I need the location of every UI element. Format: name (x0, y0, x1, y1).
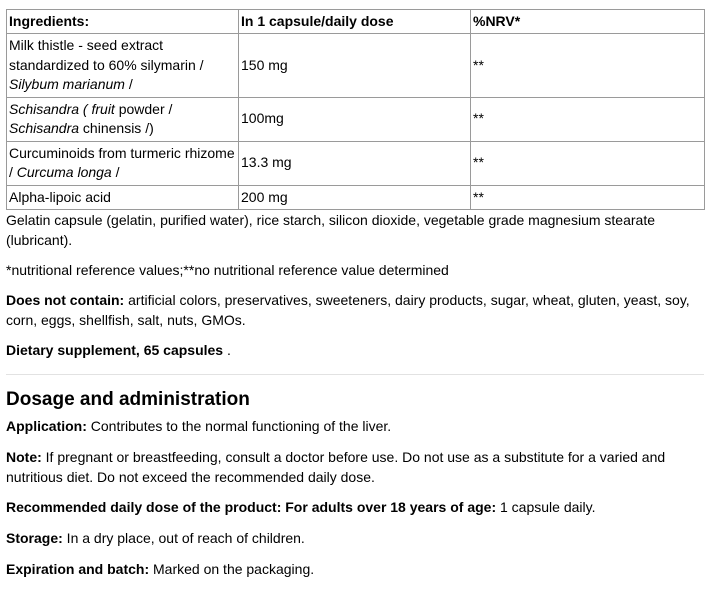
does-not-contain-label: Does not contain: (6, 292, 125, 308)
header-dose: In 1 capsule/daily dose (239, 10, 471, 34)
nrv-cell: ** (471, 34, 705, 98)
dose-cell: 150 mg (239, 34, 471, 98)
ingredient-cell: Curcuminoids from turmeric rhizome / Curcuma longa / (7, 141, 239, 185)
header-ingredients: Ingredients: (7, 10, 239, 34)
dose-cell: 13.3 mg (239, 141, 471, 185)
expiration-line: Expiration and batch: Marked on the packaging. (6, 561, 315, 577)
capsule-composition: Gelatin capsule (gelatin, purified water), rice starch, silicon dioxide, vegetable grade magnesium stearate (lubricant). (6, 212, 656, 248)
header-nrv: %NRV* (471, 10, 705, 34)
dose-cell: 200 mg (239, 185, 471, 210)
nrv-cell: ** (471, 97, 705, 141)
storage-line: Storage: In a dry place, out of reach of children. (6, 530, 305, 546)
does-not-contain: Does not contain: artificial colors, preservatives, sweeteners, dairy products, sugar, wheat, gluten, yeast, soy, corn, eggs, shellfish, salt, nuts, GMOs. (6, 292, 690, 328)
table-row (7, 141, 705, 185)
table-row (7, 185, 705, 210)
section-divider (6, 374, 704, 375)
recommended-dose-line: Recommended daily dose of the product: For adults over 18 years of age: 1 capsule daily. (6, 499, 596, 515)
nrv-cell: ** (471, 141, 705, 185)
table-header-row (7, 10, 705, 34)
dietary-supplement-line: Dietary supplement, 65 capsules . (6, 342, 231, 358)
dietary-label: Dietary supplement, 65 capsules (6, 342, 224, 358)
nrv-footnote: *nutritional reference values;**no nutritional reference value determined (6, 262, 449, 278)
table-row (7, 34, 705, 98)
dose-cell: 100mg (239, 97, 471, 141)
dosage-title: Dosage and administration (6, 389, 250, 410)
note-line: Note: If pregnant or breastfeeding, consult a doctor before use. Do not use as a substitute for a varied and nutritious diet. Do not exceed the recommended daily dose. (6, 449, 666, 485)
application-line: Application: Contributes to the normal functioning of the liver. (6, 418, 392, 434)
ingredient-cell: Schisandra ( fruit powder / Schisandra chinensis /) (7, 97, 239, 141)
ingredient-cell: Milk thistle - seed extract standardized to 60% silymarin / Silybum marianum / (7, 34, 239, 98)
ingredient-cell: Alpha-lipoic acid (7, 185, 239, 210)
ingredients-table (6, 9, 705, 210)
table-row (7, 97, 705, 141)
nrv-cell: ** (471, 185, 705, 210)
